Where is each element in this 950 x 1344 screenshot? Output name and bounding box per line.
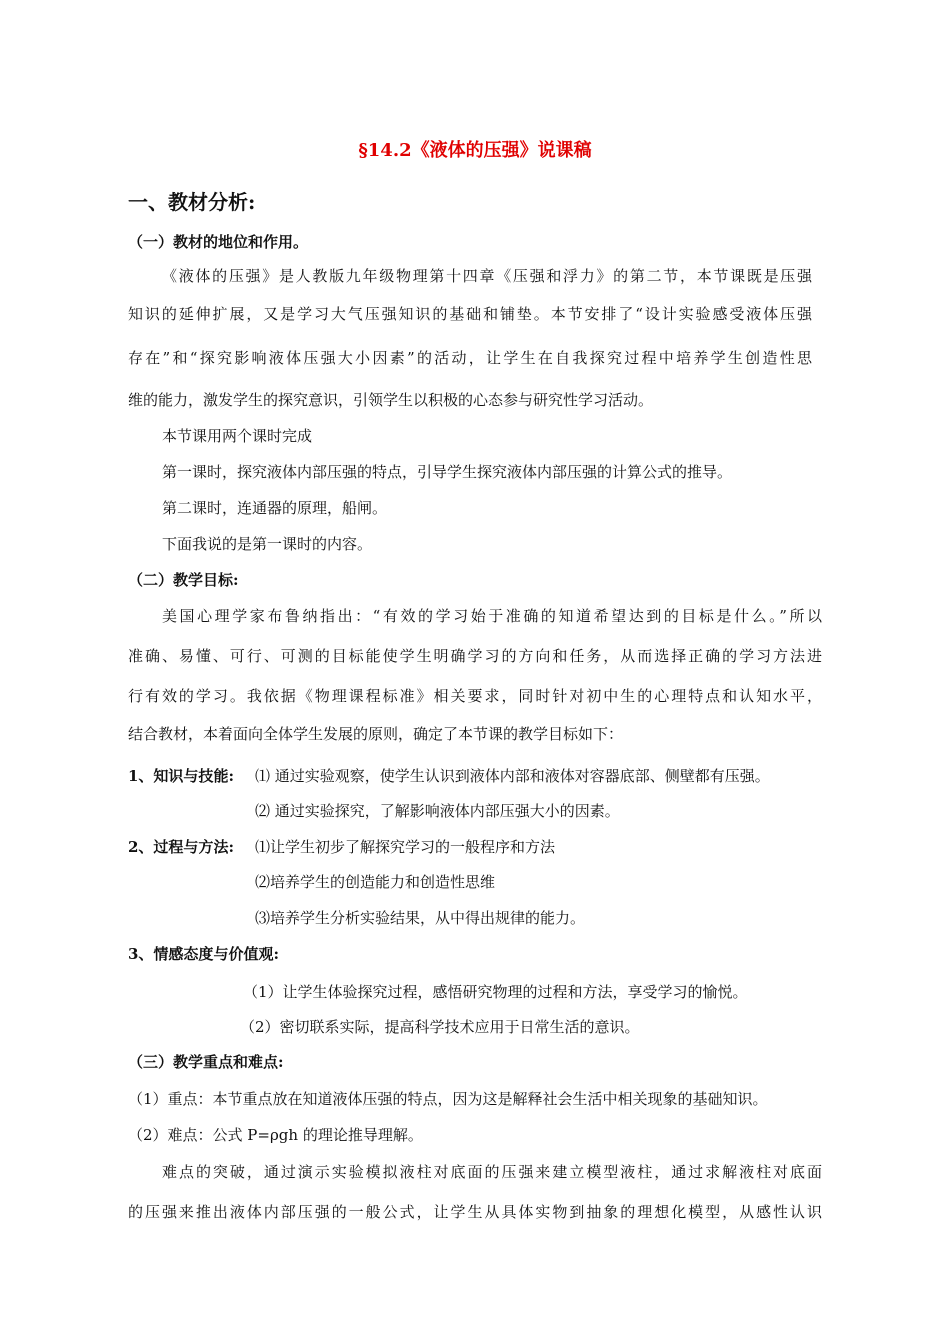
- text-line: 第二课时，连通器的原理，船闸。: [162, 499, 388, 517]
- goal-label-knowledge: 1、知识与技能:: [128, 767, 234, 785]
- goal-item: ⑵培养学生的创造能力和创造性思维: [255, 873, 496, 891]
- paragraph-line: 的压强来推出液体内部压强的一般公式，让学生从具体实物到抽象的理想化模型，从感性认识: [128, 1203, 822, 1221]
- goal-label-attitude: 3、情感态度与价值观:: [128, 945, 279, 963]
- section-heading-textbook-analysis: 一、教材分析:: [128, 190, 256, 214]
- paragraph-line: 行有效的学习。我依据《物理课程标准》相关要求，同时针对初中生的心理特点和认知水平，: [128, 687, 822, 705]
- difficult-point-line: （2）难点：公式 P=ρgh 的理论推导理解。: [128, 1126, 423, 1144]
- paragraph-line: 难点的突破，通过演示实验模拟液柱对底面的压强来建立模型液柱，通过求解液柱对底面: [162, 1163, 822, 1181]
- paragraph-line: 美国心理学家布鲁纳指出：“有效的学习始于准确的知道希望达到的目标是什么。”所以: [162, 607, 822, 625]
- goal-label-process: 2、过程与方法:: [128, 838, 234, 856]
- document-title: §14.2《液体的压强》说课稿: [358, 140, 592, 161]
- goal-item: （1）让学生体验探究过程，感悟研究物理的过程和方法，享受学习的愉悦。: [243, 983, 748, 1001]
- subheading-teaching-goals: （二）教学目标:: [128, 571, 239, 589]
- subheading-position-role: （一）教材的地位和作用。: [128, 233, 309, 251]
- paragraph-line: 知识的延伸扩展，又是学习大气压强知识的基础和铺垫。本节安排了“设计实验感受液体压强: [128, 305, 812, 323]
- paragraph-line: 结合教材，本着面向全体学生发展的原则，确定了本节课的教学目标如下：: [128, 725, 624, 743]
- subheading-key-difficult: （三）教学重点和难点:: [128, 1053, 284, 1071]
- key-point-line: （1）重点：本节重点放在知道液体压强的特点，因为这是解释社会生活中相关现象的基础知识。: [128, 1090, 768, 1108]
- goal-item: （2）密切联系实际，提高科学技术应用于日常生活的意识。: [240, 1018, 640, 1036]
- paragraph-line: 维的能力，激发学生的探究意识，引领学生以积极的心态参与研究性学习活动。: [128, 391, 654, 409]
- goal-item: ⑶培养学生分析实验结果，从中得出规律的能力。: [255, 909, 586, 927]
- goal-item: ⑴ 通过实验观察，使学生认识到液体内部和液体对容器底部、侧壁都有压强。: [255, 767, 770, 785]
- paragraph-line: 存在”和“探究影响液体压强大小因素”的活动，让学生在自我探究过程中培养学生创造性思: [128, 349, 812, 367]
- text-line: 下面我说的是第一课时的内容。: [162, 535, 373, 553]
- paragraph-line: 《液体的压强》是人教版九年级物理第十四章《压强和浮力》的第二节，本节课既是压强: [162, 267, 812, 285]
- goal-item: ⑵ 通过实验探究，了解影响液体内部压强大小的因素。: [255, 802, 620, 820]
- text-line: 第一课时，探究液体内部压强的特点，引导学生探究液体内部压强的计算公式的推导。: [162, 463, 733, 481]
- goal-item: ⑴让学生初步了解探究学习的一般程序和方法: [255, 838, 556, 856]
- text-line: 本节课用两个课时完成: [162, 427, 313, 445]
- paragraph-line: 准确、易懂、可行、可测的目标能使学生明确学习的方向和任务，从而选择正确的学习方法进: [128, 647, 822, 665]
